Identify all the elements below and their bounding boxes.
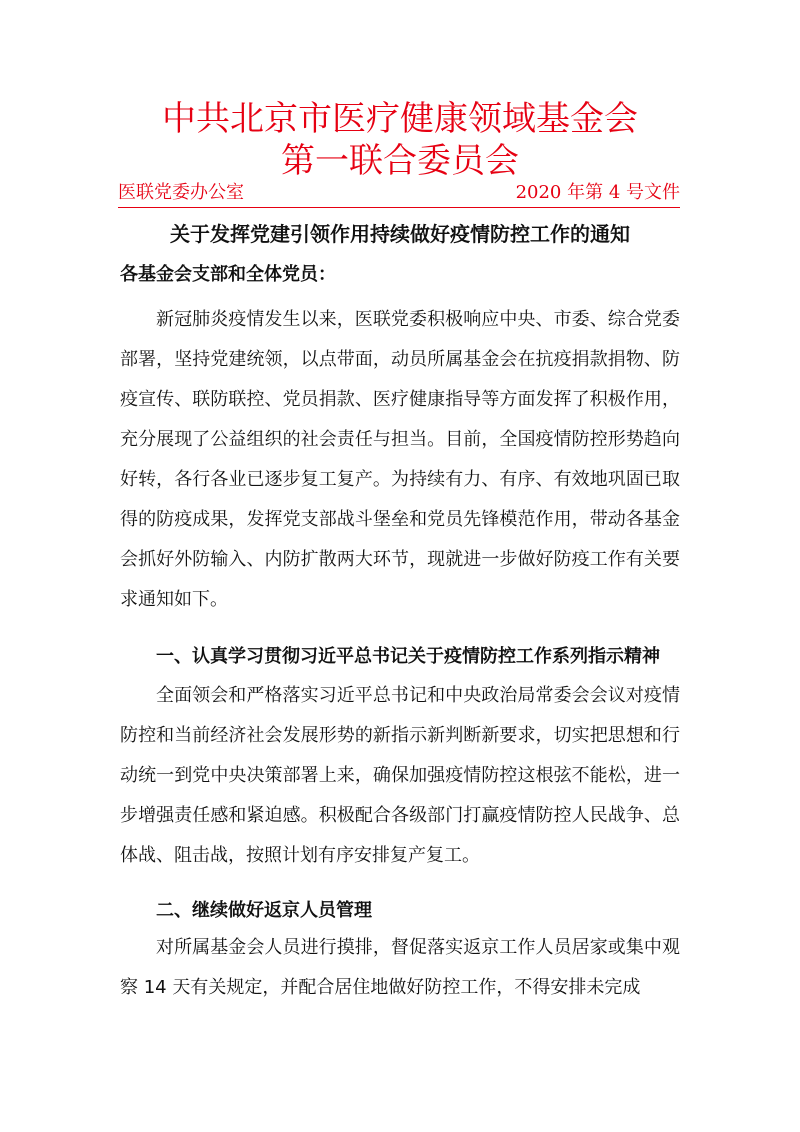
section-heading-2: 二、继续做好返京人员管理 [156,900,372,921]
red-header-rule [118,207,680,208]
header-title-line2: 第一联合委员会 [281,141,519,181]
paragraph-intro: 新冠肺炎疫情发生以来，医联党委积极响应中央、市委、综合党委部署，坚持党建统领，以点带面，动员所属基金会在抗疫捐款捐物、防疫宣传、联防联控、党员捐款、医疗健康指导等方面发挥了积极作用，充分展现了公益组织的社会责任与担当。目前，全国疫情防控形势趋向好转，各行各业已逐步复工复产。为持续有力、有序、有效地巩固已取得的防疫成果，发挥党支部战斗堡垒和党员先锋模范作用，带动各基金会抓好外防输入、内防扩散两大环节，现就进一步做好防疫工作有关要求通知如下。 [120,309,680,610]
paragraph-section-1: 全面领会和严格落实习近平总书记和中央政治局常委会会议对疫情防控和当前经济社会发展形势的新指示新判断新要求，切实把思想和行动统一到党中央决策部署上来，确保加强疫情防控这根弦不能松，进一步增强责任感和紧迫感。积极配合各级部门打赢疫情防控人民战争、总体战、阻击战，按照计划有序安排复产复工。 [120,685,680,866]
header-title-line1: 中共北京市医疗健康领域基金会 [162,99,638,139]
paragraph-section-2: 对所属基金会人员进行摸排，督促落实返京工作人员居家或集中观察 14 天有关规定，并配合居住地做好防控工作，不得安排未完成 [120,937,680,998]
issuer-row [118,180,680,206]
salutation: 各基金会支部和全体党员： [120,264,336,285]
section-heading-1: 一、认真学习贯彻习近平总书记关于疫情防控工作系列指示精神 [156,646,660,667]
document-title: 关于发挥党建引领作用持续做好疫情防控工作的通知 [170,222,630,246]
document-number: 2020 年第 4 号文件 [515,182,680,203]
issuer-office: 医联党委办公室 [118,182,244,203]
